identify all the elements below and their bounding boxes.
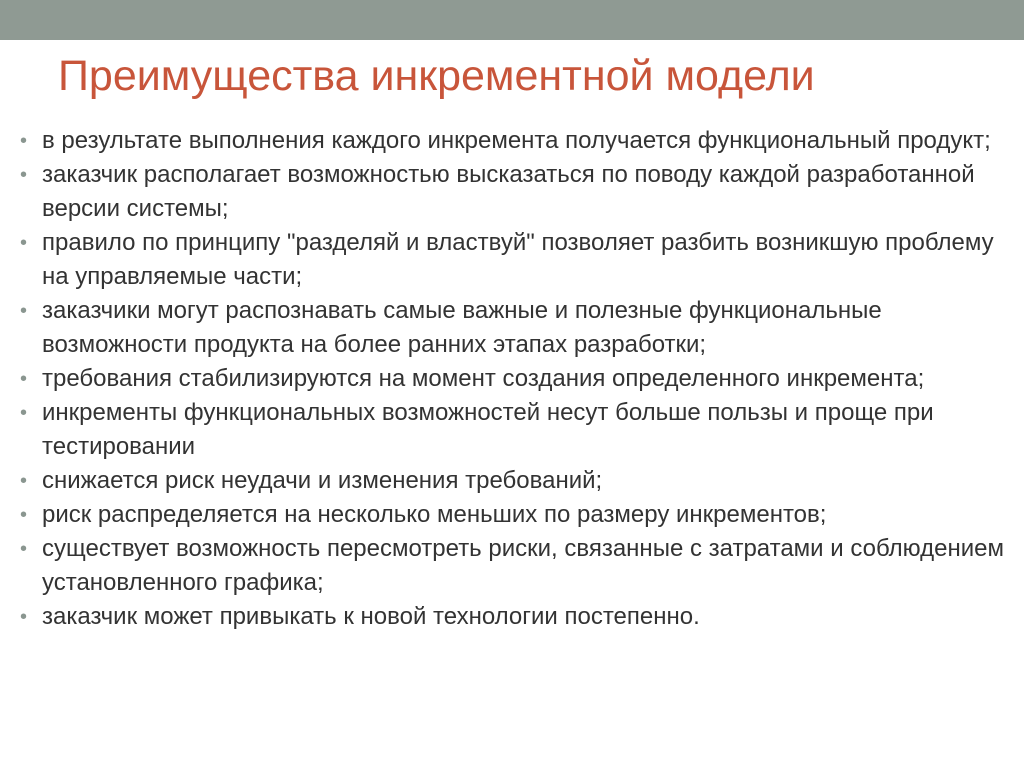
bullet-icon: • <box>20 538 28 560</box>
list-item-text: заказчик может привыкать к новой технологии постепенно. <box>42 603 700 630</box>
list-item-text: снижается риск неудачи и изменения требований; <box>42 467 603 494</box>
list-item <box>14 158 1014 226</box>
list-item-text: риск распределяется на несколько меньших по размеру инкрементов; <box>42 501 827 528</box>
list-item-text: заказчик располагает возможностью высказаться по поводу каждой разработанной версии системы; <box>42 161 975 222</box>
bullet-list <box>14 124 1014 634</box>
bullet-icon: • <box>20 470 28 492</box>
bullet-icon: • <box>20 300 28 322</box>
bullet-icon: • <box>20 368 28 390</box>
list-item-text: заказчики могут распознавать самые важные и полезные функциональные возможности продукта на более ранних этапах разработки; <box>42 297 882 358</box>
list-item <box>14 124 1014 158</box>
list-item <box>14 498 1014 532</box>
list-item <box>14 294 1014 362</box>
list-item <box>14 464 1014 498</box>
list-item <box>14 362 1014 396</box>
list-item-text: в результате выполнения каждого инкремента получается функциональный продукт; <box>42 127 991 154</box>
bullet-icon: • <box>20 504 28 526</box>
bullet-icon: • <box>20 402 28 424</box>
list-item-text: правило по принципу "разделяй и властвуй" позволяет разбить возникшую проблему на управляемые части; <box>42 229 994 290</box>
top-bar <box>0 0 1024 40</box>
list-item-text: существует возможность пересмотреть риски, связанные с затратами и соблюдением установленного графика; <box>42 535 1004 596</box>
list-item-text: требования стабилизируются на момент создания определенного инкремента; <box>42 365 925 392</box>
bullet-icon: • <box>20 232 28 254</box>
list-item-text: инкременты функциональных возможностей несут больше пользы и проще при тестировании <box>42 399 934 460</box>
list-item <box>14 532 1014 600</box>
list-item <box>14 600 1014 634</box>
slide-title: Преимущества инкрементной модели <box>58 52 815 100</box>
list-item <box>14 226 1014 294</box>
bullet-icon: • <box>20 606 28 628</box>
list-item <box>14 396 1014 464</box>
bullet-icon: • <box>20 130 28 152</box>
bullet-icon: • <box>20 164 28 186</box>
